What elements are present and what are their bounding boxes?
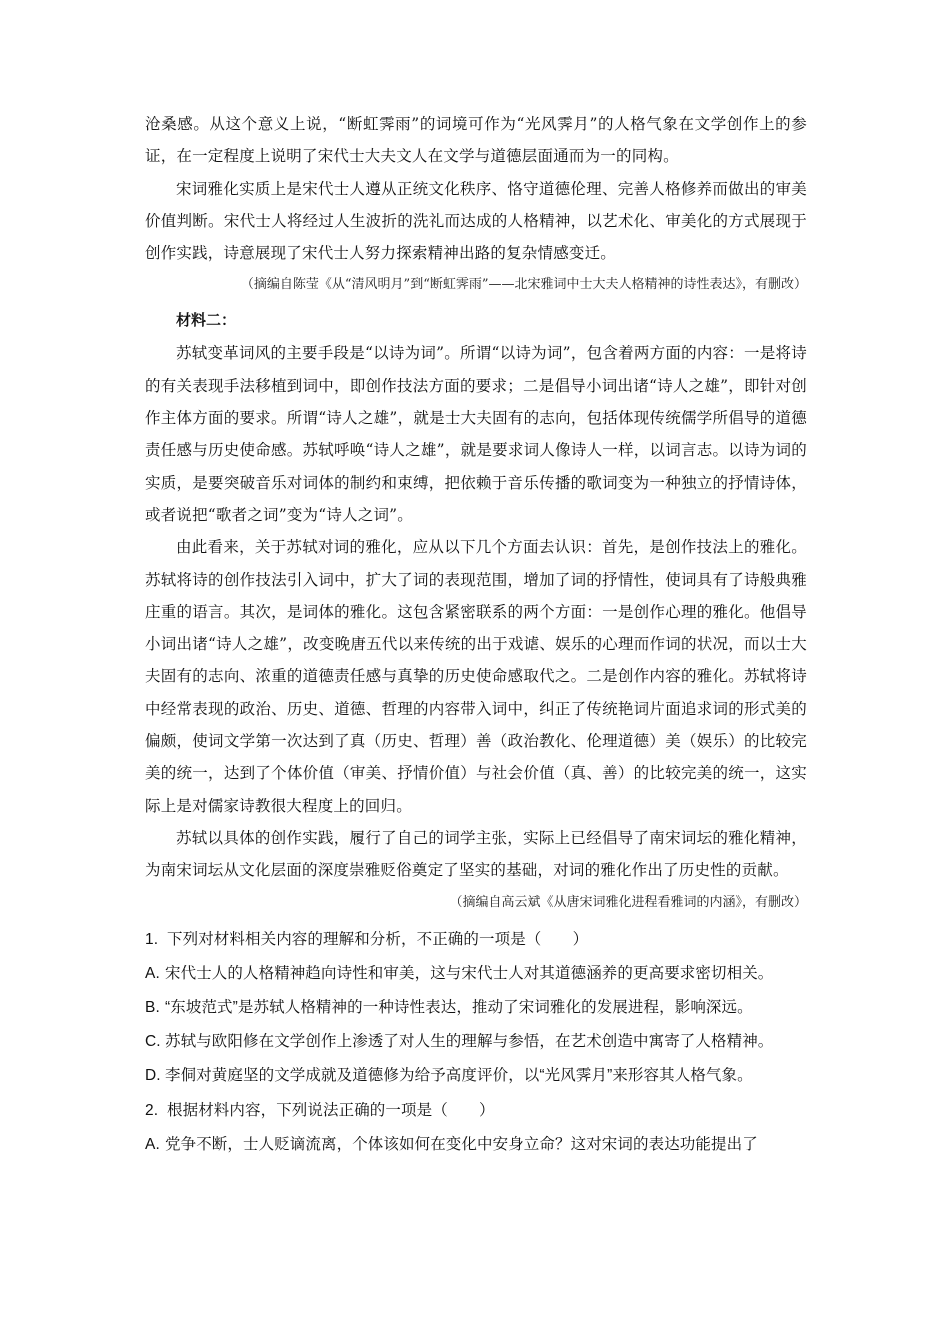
option-text: 苏轼与欧阳修在文学创作上渗透了对人生的理解与参悟，在艺术创造中寓寄了人格精神。 xyxy=(165,1033,774,1051)
question-1-option-b xyxy=(145,991,807,1025)
option-text: 李侗对黄庭坚的文学成就及道德修为给予高度评价，以“光风霁月”来形容其人格气象。 xyxy=(165,1067,753,1085)
material2-paragraph: 由此看来，关于苏轼对词的雅化，应从以下几个方面去认识：首先，是创作技法上的雅化。苏轼将诗的创作技法引入词中，扩大了词的表现范围，增加了词的抒情性，使词具有了诗般典雅庄重的语言。其次，是词体的雅化。这包含紧密联系的两个方面：一是创作心理的雅化。他倡导小词出诸“诗人之雄”，改变晚唐五代以来传统的出于戏谑、娱乐的心理而作词的状况，而以士大夫固有的志向、浓重的道德责任感与真挚的历史使命感取代之。二是创作内容的雅化。苏轼将诗中经常表现的政治、历史、道德、哲理的内容带入词中，纠正了传统艳词片面追求词的形式美的偏颇，使词文学第一次达到了真（历史、哲理）善（政治教化、伦理道德）美（娱乐）的比较完美的统一，达到了个体价值（审美、抒情价值）与社会价值（真、善）的比较完美的统一，这实际上是对儒家诗教很大程度上的回归。 xyxy=(145,538,807,815)
question-2-stem xyxy=(145,1094,807,1128)
material1-source-citation: （摘编自陈莹《从“清风明月”到“断虹霁雨”——北宋雅词中士大夫人格精神的诗性表达》，有删改） xyxy=(240,277,807,293)
material1-paragraph-tail: 沧桑感。从这个意义上说，“断虹霁雨”的词境可作为“光风霁月”的人格气象在文学创作上的参证，在一定程度上说明了宋代士大夫文人在文学与道德层面通而为一的同构。 xyxy=(145,115,807,166)
document-page xyxy=(145,108,807,1162)
question-1-option-d xyxy=(145,1059,807,1093)
option-text: 宋代士人的人格精神趋向诗性和审美，这与宋代士人对其道德涵养的更高要求密切相关。 xyxy=(165,964,774,982)
option-letter: B. xyxy=(145,998,160,1016)
question-1-option-a xyxy=(145,957,807,991)
option-letter: A. xyxy=(145,964,160,982)
question-1-stem xyxy=(145,923,807,957)
material2-paragraph: 苏轼以具体的创作实践，履行了自己的词学主张，实际上已经倡导了南宋词坛的雅化精神，为南宋词坛从文化层面的深度崇雅贬俗奠定了坚实的基础，对词的雅化作出了历史性的贡献。 xyxy=(145,828,807,880)
option-letter: C. xyxy=(145,1033,161,1051)
question-1-option-c xyxy=(145,1025,807,1059)
question-2-option-a xyxy=(145,1128,807,1162)
question-number: 1. xyxy=(145,930,159,948)
question-number: 2. xyxy=(145,1101,159,1119)
question-text: 根据材料内容，下列说法正确的一项是（ ） xyxy=(167,1101,495,1119)
option-letter: A. xyxy=(145,1135,160,1153)
material2-heading: 材料二： xyxy=(176,311,237,330)
question-text: 下列对材料相关内容的理解和分析，不正确的一项是（ ） xyxy=(167,930,589,948)
material2-source-citation: （摘编自高云斌《从唐宋词雅化进程看雅词的内涵》，有删改） xyxy=(449,894,807,910)
option-text: “东坡范式”是苏轼人格精神的一种诗性表达，推动了宋词雅化的发展进程，影响深远。 xyxy=(165,998,753,1016)
material2-paragraph: 苏轼变革词风的主要手段是“以诗为词”。所谓“以诗为词”，包含着两方面的内容：一是将诗的有关表现手法移植到词中，即创作技法方面的要求；二是倡导小词出诸“诗人之雄”，即针对创作主体方面的要求。所谓“诗人之雄”，就是士大夫固有的志向，包括体现传统儒学所倡导的道德责任感与历史使命感。苏轼呼唤“诗人之雄”，就是要求词人像诗人一样，以词言志。以诗为词的实质，是要突破音乐对词体的制约和束缚，把依赖于音乐传播的歌词变为一种独立的抒情诗体，或者说把“歌者之词”变为“诗人之词”。 xyxy=(145,344,807,524)
option-letter: D. xyxy=(145,1067,161,1085)
option-text: 党争不断，士人贬谪流离，个体该如何在变化中安身立命？这对宋词的表达功能提出了 xyxy=(165,1135,758,1153)
material1-paragraph-yahua: 宋词雅化实质上是宋代士人遵从正统文化秩序、恪守道德伦理、完善人格修养而做出的审美价值判断。宋代士人将经过人生波折的洗礼而达成的人格精神，以艺术化、审美化的方式展现于创作实践，诗意展现了宋代士人努力探索精神出路的复杂情感变迁。 xyxy=(145,179,807,263)
